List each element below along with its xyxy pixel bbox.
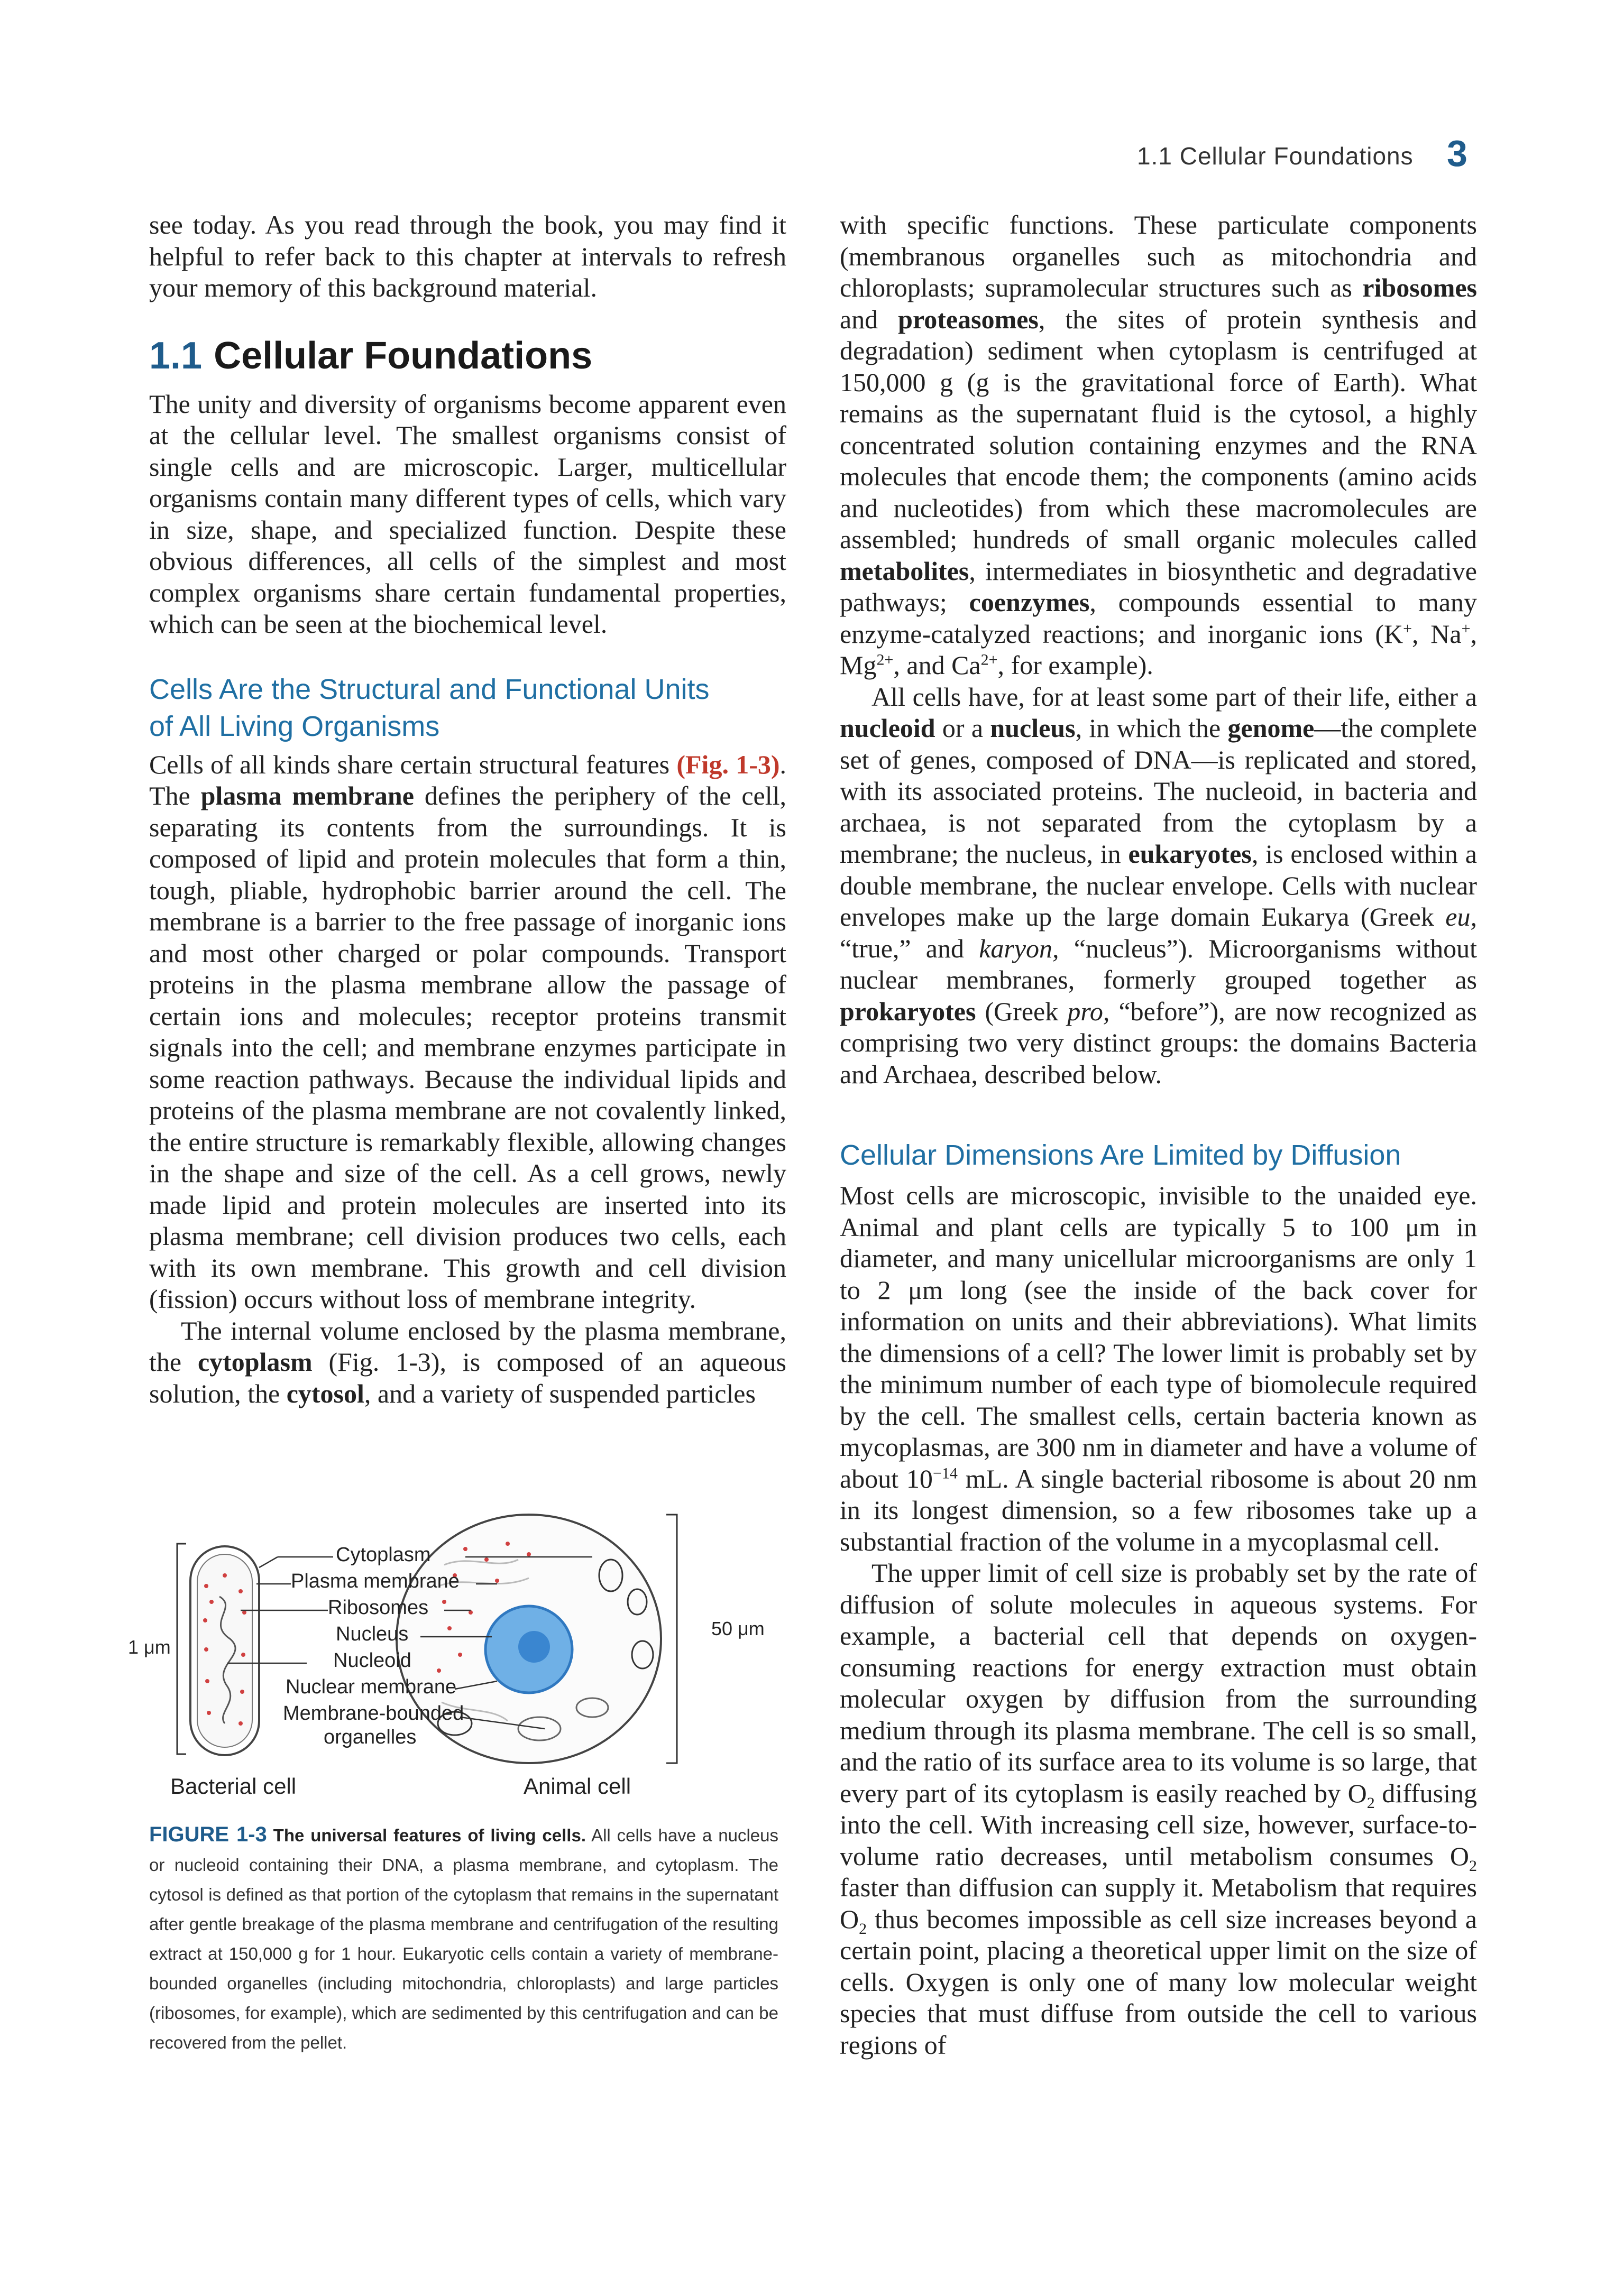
label-animal-cell: Animal cell (524, 1774, 631, 1799)
paragraph-unity: The unity and diversity of organisms become apparent even at the cellular level. The smallest organisms consist of single cells and are microscopic. Larger, multicellular organisms contain many different types of cells, which vary in size, shape, and specialized function. Despite these obvious differences, all cells of the simplest and most complex organisms share certain fundamental properties, which can be seen at the biochemical level. (149, 389, 786, 639)
label-scale-1um: 1 μm (128, 1636, 171, 1658)
label-organelles: organelles (324, 1726, 417, 1748)
caption-number: FIGURE 1-3 (149, 1823, 267, 1846)
paragraph-particulate (840, 209, 1477, 681)
caption-title: The universal features of living cells. (273, 1825, 586, 1845)
section-heading (149, 335, 786, 377)
subheading-cellular-dimensions: Cellular Dimensions Are Limited by Diffusion (840, 1139, 1401, 1171)
subheading-line-1: Cells Are the Structural and Functional Units (149, 673, 710, 705)
term-plasma-membrane: plasma membrane (200, 781, 414, 810)
paragraph-plasma-membrane (149, 749, 786, 1315)
paragraph-upper-limit (840, 1557, 1477, 2061)
figure-caption (149, 1820, 778, 2058)
greek-karyon: karyon, (979, 933, 1059, 963)
subheading-cells-units (149, 671, 786, 745)
term-prokaryotes: prokaryotes (840, 996, 976, 1026)
label-membrane-bounded: Membrane-bounded (283, 1702, 464, 1725)
right-column (840, 209, 1477, 2061)
bacterial-scale-bracket (177, 1544, 186, 1754)
text-span: , and a variety of suspended particles (364, 1378, 756, 1408)
text-span: , Na (1412, 619, 1462, 649)
paragraph-cytoplasm (149, 1315, 786, 1410)
section-title: Cellular Foundations (214, 334, 593, 377)
text-span: , intermediates in biosynthetic and degradative pathways; (840, 556, 1477, 617)
text-span: , in which the (1075, 713, 1228, 743)
subscript: 2 (859, 1920, 867, 1938)
text-span: , compounds essential to many enzyme-catalyzed reactions; and inorganic ions (K (840, 587, 1478, 649)
superscript: + (1403, 619, 1412, 637)
text-span: , for example). (997, 650, 1153, 680)
term-cytoplasm: cytoplasm (197, 1347, 313, 1377)
text-span: defines the periphery of the cell, separating its contents from the surroundings. It is composed of lipid and protein molecules that form a thin, tough, pliable, hydrophobic barrier around the cell. The membrane is a barrier to the free passage of inorganic ions and most other charged or polar compounds. Transport proteins in the plasma membrane allow the passage of certain ions and molecules; receptor proteins transmit signals into the cell; and membrane enzymes participate in some reaction pathways. Because the individual lipids and proteins of the plasma membrane are not covalently linked, the entire structure is remarkably flexible, allowing changes in the shape and size of the cell. As a cell grows, newly made lipid and protein molecules are inserted into its plasma membrane; cell division produces two cells, each with its own membrane. This growth and cell division (fission) occurs without loss of membrane integrity. (149, 781, 786, 1314)
text-span: , and Ca (893, 650, 981, 680)
text-span: The internal volume enclosed by the plasma membrane, the (149, 1315, 786, 1377)
label-nucleus: Nucleus (336, 1623, 409, 1645)
text-span: , is enclosed within a double membrane, the nuclear envelope. Cells with nuclear envelopes make up the large domain Eukarya (Greek (840, 839, 1477, 932)
superscript-exponent: −14 (932, 1464, 958, 1482)
superscript: 2+ (876, 651, 894, 669)
text-span: —the complete set of genes, composed of DNA—is replicated and stored, with its associated proteins. The nucleoid, in bacteria and archaea, is not separated from the cytoplasm by a membrane; the nucleus, in (840, 713, 1477, 869)
term-coenzymes: coenzymes (969, 587, 1090, 617)
label-cytoplasm: Cytoplasm (336, 1544, 431, 1566)
section-number: 1.1 (149, 334, 203, 377)
label-ribosomes: Ribosomes (328, 1597, 429, 1619)
text-span: faster than diffusion can supply it. Metabolism that requires O (840, 1873, 1477, 1934)
text-span: Cells of all kinds share certain structural features (149, 749, 677, 779)
superscript: + (1461, 619, 1471, 637)
term-nucleoid: nucleoid (840, 713, 935, 743)
text-span: mL. A single bacterial ribosome is about 20 nm in its longest dimension, so a few ribosomes take up a substantial fraction of the volume in a mycoplasmal cell. (840, 1463, 1477, 1556)
term-eukaryotes: eukaryotes (1128, 839, 1252, 869)
text-span: thus becomes impossible as cell size increases beyond a certain point, placing a theoretical upper limit on the size of cells. Oxygen is only one of many low molecular weight species that must diffuse from outside the cell to various regions of (840, 1904, 1477, 2060)
label-nucleoid: Nucleoid (333, 1649, 411, 1672)
paragraph-dimensions (840, 1180, 1477, 1557)
text-span: All cells have, for at least some part of their life, either a (871, 681, 1477, 712)
text-span: diffusing into the cell. With increasing cell size, however, surface-to-volume ratio decreases, until metabolism consumes O (840, 1778, 1478, 1871)
running-head: 1.1 Cellular Foundations (1137, 142, 1414, 170)
label-scale-50um: 50 μm (711, 1618, 765, 1639)
paragraph-nucleoid (840, 681, 1477, 1091)
label-bacterial-cell: Bacterial cell (170, 1774, 297, 1799)
subscript: 2 (1469, 1857, 1477, 1875)
left-column (149, 209, 786, 1409)
text-span: (Fig. 1-3), is composed of an aqueous solution, the (149, 1347, 786, 1408)
intro-paragraph: see today. As you read through the book, you may find it helpful to refer back to this chapter at intervals to refresh your memory of this background material. (149, 210, 786, 302)
text-span: , the sites of protein synthesis and degradation) sediment when cytoplasm is centrifuged at 150,000 g (g is the gravitational force of Earth). What remains as the supernatant fluid is the cytosol, a highly concentrated solution containing enzymes and the RNA molecules that encode them; the components (amino acids and nucleotides) from which these macromolecules are assembled; hundreds of small organic molecules called (840, 304, 1477, 554)
text-span: “before”), are now recognized as comprising two very distinct groups: the domains Bacteria and Archaea, described below. (840, 996, 1478, 1089)
text-span: with specific functions. These particulate components (membranous organelles such as mitochondria and chloroplasts; supramolecular structures such as (840, 210, 1477, 302)
term-genome: genome (1227, 713, 1315, 743)
text-span: or a (935, 713, 990, 743)
term-cytosol: cytosol (286, 1378, 364, 1408)
text-span: “true,” and (840, 933, 979, 963)
text-span: (Greek (976, 996, 1068, 1026)
greek-eu: eu, (1445, 902, 1477, 932)
text-span: The upper limit of cell size is probably set by the rate of diffusion of solute molecules in aqueous systems. For example, a bacterial cell that depends on oxygen-consuming reactions for energy extraction must obtain molecular oxygen by diffusion from the surrounding medium through its plasma membrane. The cell is so small, and the ratio of its surface area to its volume is so large, that every part of its cytoplasm is easily reached by O (840, 1558, 1477, 1808)
label-plasma-membrane: Plasma membrane (291, 1570, 460, 1592)
superscript: 2+ (980, 651, 998, 669)
animal-scale-bracket (666, 1515, 677, 1763)
term-nucleus: nucleus (990, 713, 1076, 743)
text-span: , Mg (840, 619, 1477, 680)
text-span: and (840, 304, 898, 334)
figure-cell-diagram (127, 1480, 740, 1787)
subheading-line-2: of All Living Organisms (149, 710, 440, 742)
term-proteasomes: proteasomes (898, 304, 1039, 334)
label-nuclear-membrane: Nuclear membrane (286, 1676, 457, 1698)
nucleolus (518, 1631, 550, 1663)
text-span: “nucleus”). Microorganisms without nuclear membranes, formerly grouped together as (840, 933, 1478, 994)
figure-reference-link[interactable]: (Fig. 1-3) (676, 749, 780, 779)
text-span: . The (149, 749, 786, 810)
greek-pro: pro, (1067, 996, 1110, 1026)
term-ribosomes: ribosomes (1362, 273, 1477, 302)
page-number: 3 (1447, 133, 1467, 174)
subscript: 2 (1366, 1794, 1375, 1812)
caption-text: All cells have a nucleus or nucleoid containing their DNA, a plasma membrane, and cytoplasm. The cytosol is defined as that portion of the cytoplasm that remains in the supernatant after gentle breakage of the plasma membrane and centrifugation of the resulting extract at 150,000 g for 1 hour. Eukaryotic cells contain a variety of membrane-bounded organelles (including mitochondria, chloroplasts) and large particles (ribosomes, for example), which are sedimented by this centrifugation and can be recovered from the pellet. (149, 1825, 778, 2052)
term-metabolites: metabolites (840, 556, 969, 586)
text-span: Most cells are microscopic, invisible to the unaided eye. Animal and plant cells are typically 5 to 100 μm in diameter, and many unicellular microorganisms are only 1 to 2 μm long (see the inside of the back cover for information on units and their abbreviations). What limits the dimensions of a cell? The lower limit is probably set by the minimum number of each type of biomolecule required by the cell. The smallest cells, certain bacteria known as mycoplasmas, are 300 nm in diameter and have a volume of about 10 (840, 1181, 1477, 1493)
